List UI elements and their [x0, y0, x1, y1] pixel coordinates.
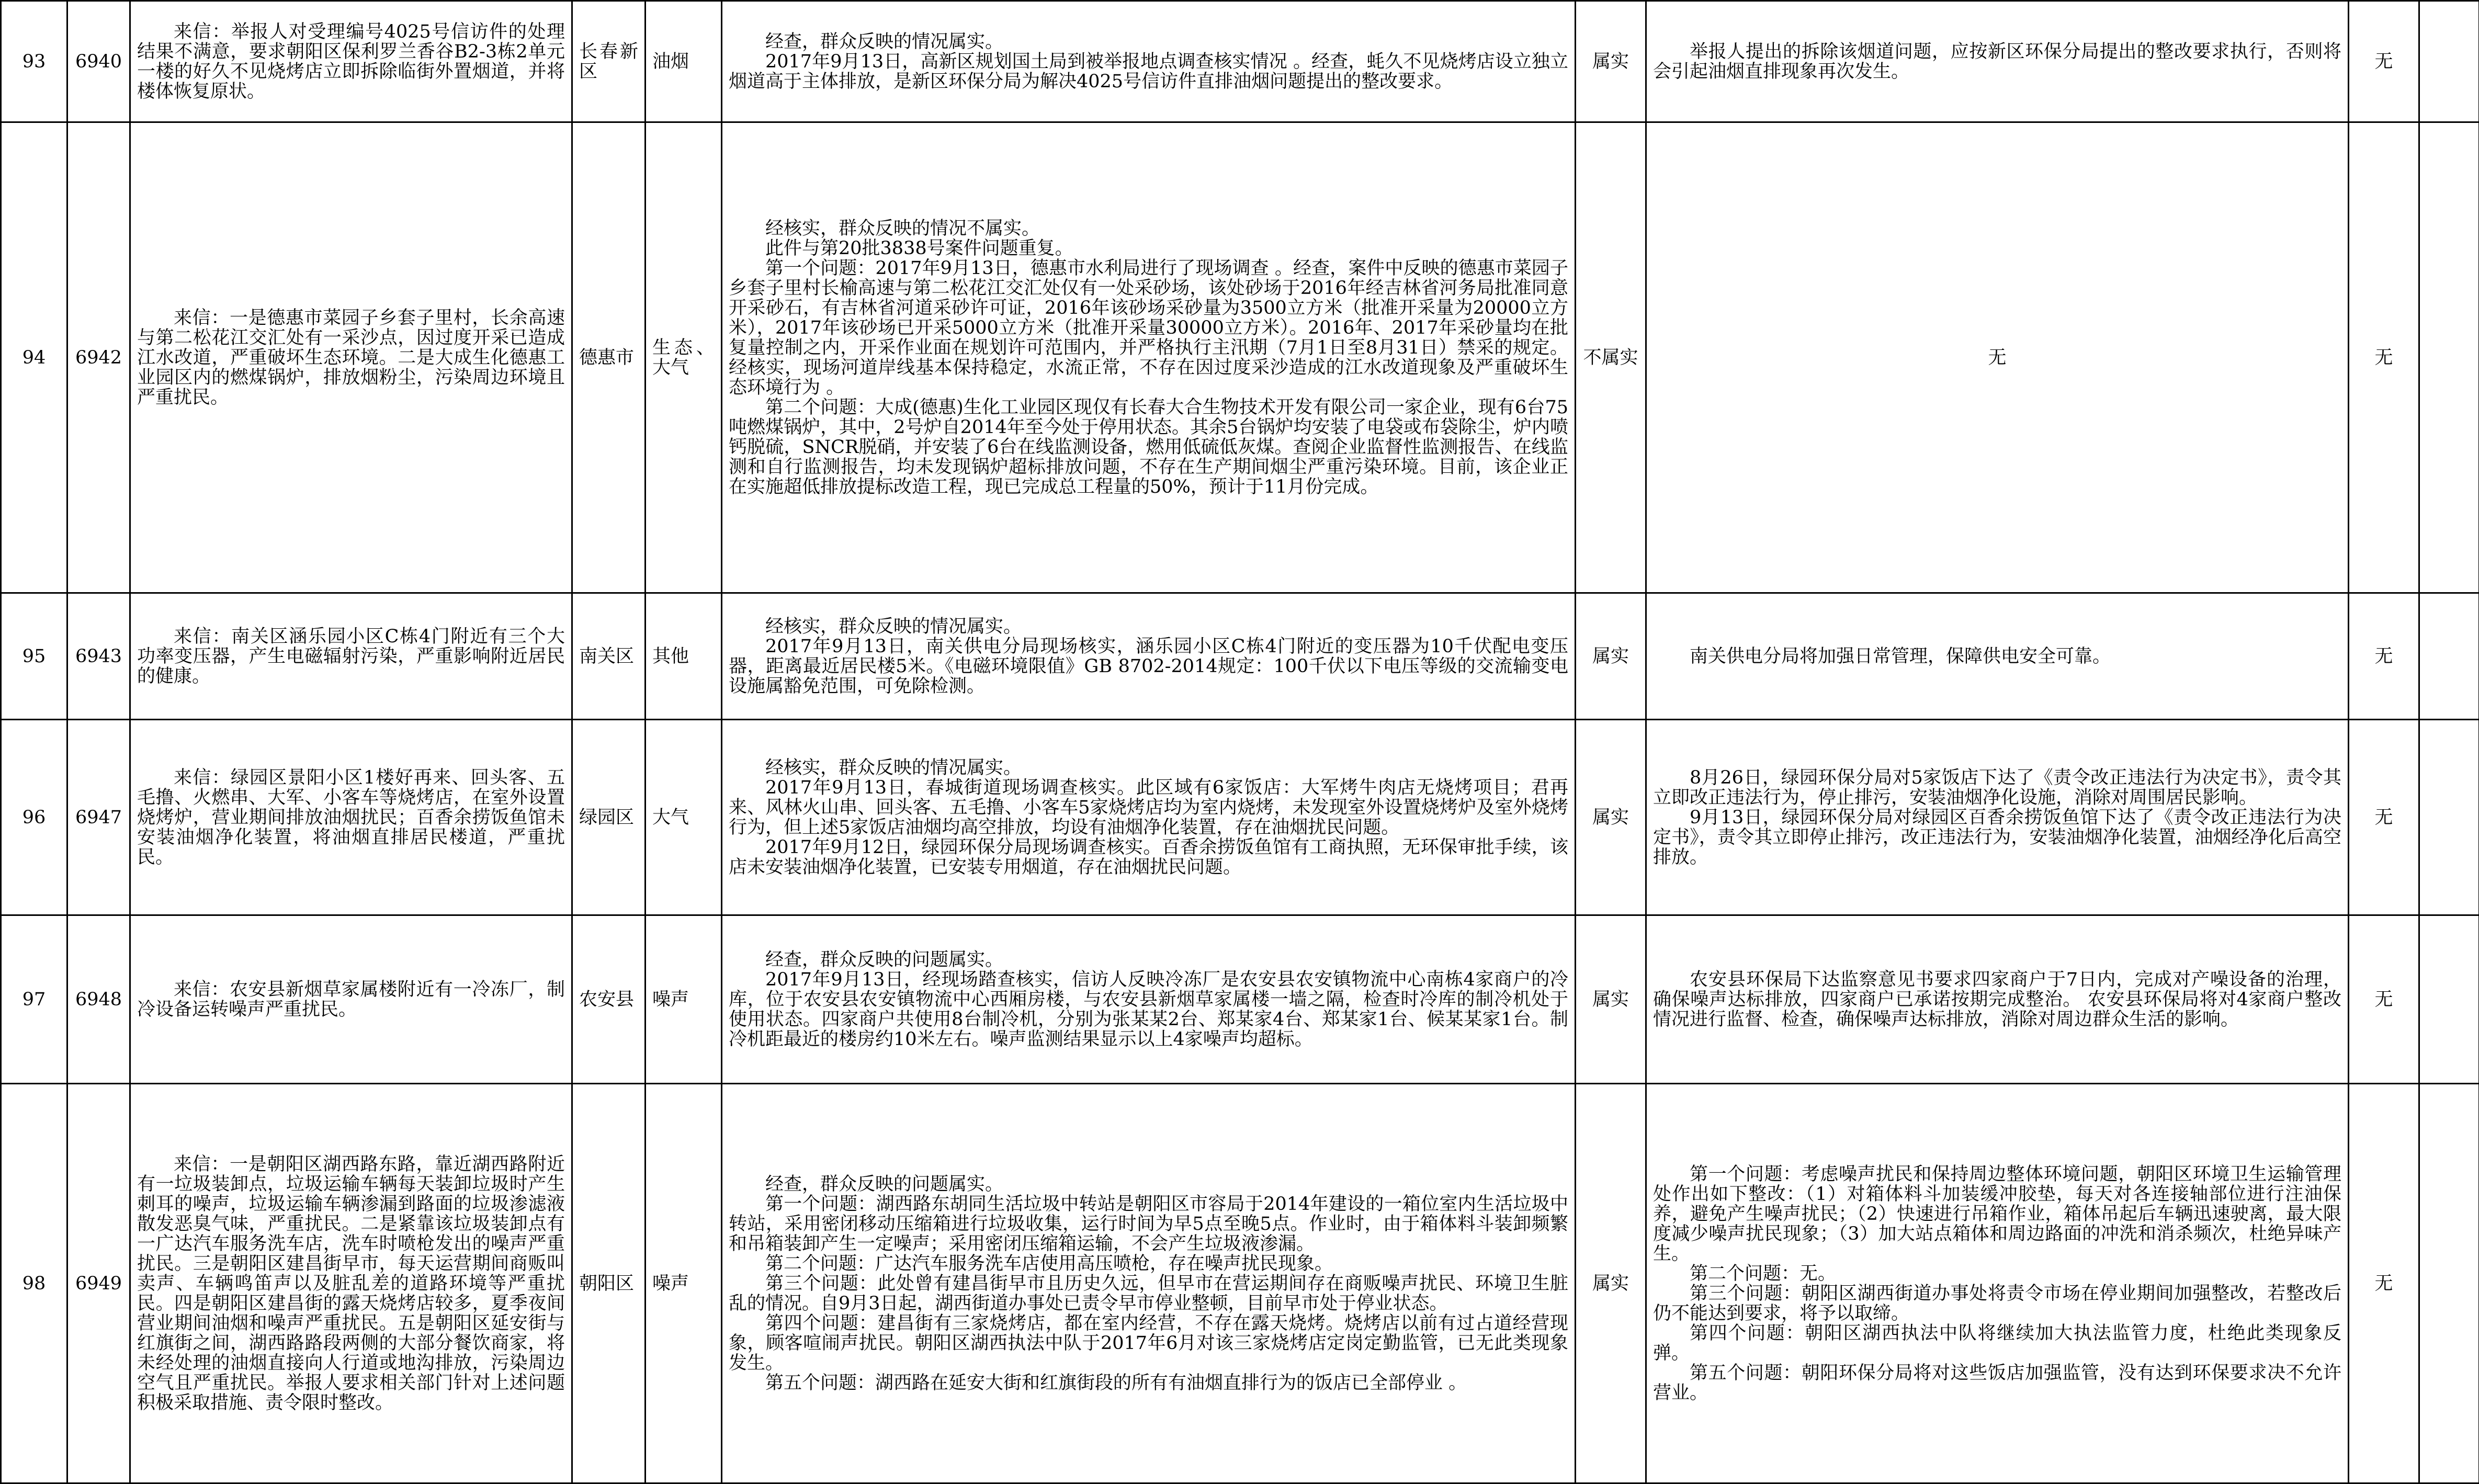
- region-cell: 德惠市: [572, 122, 646, 593]
- table-row: [1, 720, 2479, 915]
- accountability-cell: 无: [2349, 122, 2419, 593]
- verdict-cell: 不属实: [1576, 122, 1646, 593]
- complaint-cell: [130, 122, 572, 593]
- complaint-cell: [130, 720, 572, 915]
- accountability-cell: 无: [2349, 1084, 2419, 1483]
- note-cell: [2419, 915, 2479, 1084]
- region-cell: 农安县: [572, 915, 646, 1084]
- note-cell: [2419, 593, 2479, 720]
- findings-cell-paragraph: 经查，群众反映的情况属实。: [729, 32, 1568, 52]
- handling-cell-paragraph: 8月26日，绿园环保分局对5家饭店下达了《责令改正违法行为决定书》，责令其立即改正违法行为，停止排污，安装油烟净化设施，消除对周围居民影响。: [1653, 768, 2341, 808]
- seq-cell: 96: [1, 720, 67, 915]
- handling-cell-paragraph: 第五个问题：朝阳环保分局将对这些饭店加强监管，没有达到环保要求决不允许营业。: [1653, 1363, 2341, 1403]
- findings-cell-paragraph: 第四个问题：建昌街有三家烧烤店，都在室内经营，不存在露天烧烤。烧烤店以前有过占道经营现象，顾客喧闹声扰民。朝阳区湖西执法中队于2017年6月对该三家烧烤店定岗定勤监管，已无此类现象发生。: [729, 1313, 1568, 1373]
- findings-cell-paragraph: 第二个问题：大成(德惠)生化工业园区现仅有长春大合生物技术开发有限公司一家企业，现有6台75吨燃煤锅炉，其中，2号炉自2014年至今处于停用状态。其余5台锅炉均安装了电袋或布袋除尘，炉内喷钙脱硫，SNCR脱硝，并安装了6台在线监测设备，燃用低硫低灰煤。查阅企业监督性监测报告、在线监测和自行监测报告，均未发现锅炉超标排放问题，不存在生产期间烟尘严重污染环境。目前，该企业正在实施超低排放提标改造工程，现已完成总工程量的50%，预计于11月份完成。: [729, 398, 1568, 497]
- complaint-cell: [130, 593, 572, 720]
- handling-cell: [1646, 915, 2349, 1084]
- category-cell: 其他: [646, 593, 722, 720]
- category-cell: 油烟: [646, 1, 722, 122]
- case-id-cell: 6947: [67, 720, 130, 915]
- category-cell: 生态、大气: [646, 122, 722, 593]
- handling-cell-paragraph: 第三个问题：朝阳区湖西街道办事处将责令市场在停业期间加强整改，若整改后仍不能达到要求，将予以取缔。: [1653, 1284, 2341, 1323]
- verdict-cell: 属实: [1576, 915, 1646, 1084]
- findings-cell-paragraph: 2017年9月12日，绿园环保分局现场调查核实。百香余捞饭鱼馆有工商执照，无环保审批手续，该店未安装油烟净化装置，已安装专用烟道，存在油烟扰民问题。: [729, 837, 1568, 877]
- region-cell: 南关区: [572, 593, 646, 720]
- note-cell: [2419, 720, 2479, 915]
- verdict-cell: 属实: [1576, 720, 1646, 915]
- handling-cell: 无: [1646, 122, 2349, 593]
- accountability-cell: 无: [2349, 915, 2419, 1084]
- findings-cell-paragraph: 经核实，群众反映的情况属实。: [729, 758, 1568, 778]
- handling-cell-paragraph: 南关供电分局将加强日常管理，保障供电安全可靠。: [1653, 647, 2341, 666]
- complaint-cell: [130, 915, 572, 1084]
- verdict-cell: 属实: [1576, 1, 1646, 122]
- table-row: [1, 915, 2479, 1084]
- verdict-cell: 属实: [1576, 1084, 1646, 1483]
- findings-cell-paragraph: 2017年9月13日，经现场踏查核实，信访人反映冷冻厂是农安县农安镇物流中心南栋4家商户的冷库，位于农安县农安镇物流中心西厢房楼，与农安县新烟草家属楼一墙之隔，检查时冷库的制冷机处于使用状态。四家商户共使用8台制冷机，分别为张某某2台、郑某家4台、郑某家1台、候某某家1台。制冷机距最近的楼房约10米左右。噪声监测结果显示以上4家噪声均超标。: [729, 970, 1568, 1049]
- findings-cell-paragraph: 第一个问题：湖西路东胡同生活垃圾中转站是朝阳区市容局于2014年建设的一箱位室内生活垃圾中转站，采用密闭移动压缩箱进行垃圾收集，运行时间为早5点至晚5点。作业时，由于箱体料斗装卸频繁和吊箱装卸产生一定噪声；采用密闭压缩箱运输，不会产生垃圾液渗漏。: [729, 1194, 1568, 1254]
- findings-cell-paragraph: 第三个问题：此处曾有建昌街早市且历史久远，但早市在营运期间存在商贩噪声扰民、环境卫生脏乱的情况。自9月3日起，湖西街道办事处已责令早市停业整顿，目前早市处于停业状态。: [729, 1274, 1568, 1313]
- note-cell: [2419, 1, 2479, 122]
- region-cell: 朝阳区: [572, 1084, 646, 1483]
- findings-cell: [722, 915, 1576, 1084]
- findings-cell-paragraph: 经核实，群众反映的情况属实。: [729, 617, 1568, 637]
- verdict-cell: 属实: [1576, 593, 1646, 720]
- findings-cell: [722, 122, 1576, 593]
- findings-cell-paragraph: 经查，群众反映的问题属实。: [729, 950, 1568, 970]
- case-id-cell: 6948: [67, 915, 130, 1084]
- handling-cell: [1646, 593, 2349, 720]
- findings-cell: [722, 593, 1576, 720]
- handling-cell: [1646, 720, 2349, 915]
- accountability-cell: 无: [2349, 720, 2419, 915]
- table-row: [1, 593, 2479, 720]
- category-cell: 噪声: [646, 915, 722, 1084]
- findings-cell: [722, 1, 1576, 122]
- table-row: [1, 1, 2479, 122]
- accountability-cell: 无: [2349, 593, 2419, 720]
- seq-cell: 95: [1, 593, 67, 720]
- note-cell: [2419, 122, 2479, 593]
- complaint-cell-paragraph: 来信：一是朝阳区湖西路东路，靠近湖西路附近有一垃圾装卸点，垃圾运输车辆每天装卸垃圾时产生刺耳的噪声，垃圾运输车辆渗漏到路面的垃圾渗滤液散发恶臭气味，严重扰民。二是紧靠该垃圾装卸点有一广达汽车服务洗车店，洗车时喷枪发出的噪声严重扰民。三是朝阳区建昌街早市，每天运营期间商贩叫卖声、车辆鸣笛声以及脏乱差的道路环境等严重扰民。四是朝阳区建昌街的露天烧烤店较多，夏季夜间营业期间油烟和噪声严重扰民。五是朝阳区延安街与红旗街之间，湖西路路段两侧的大部分餐饮商家，将未经处理的油烟直接向人行道或地沟排放，污染周边空气且严重扰民。举报人要求相关部门针对上述问题积极采取措施、责令限时整改。: [137, 1154, 565, 1413]
- seq-cell: 94: [1, 122, 67, 593]
- seq-cell: 93: [1, 1, 67, 122]
- findings-cell-paragraph: 此件与第20批3838号案件问题重复。: [729, 239, 1568, 258]
- seq-cell: 97: [1, 915, 67, 1084]
- findings-cell-paragraph: 2017年9月13日，南关供电分局现场核实，涵乐园小区C栋4门附近的变压器为10千伏配电变压器，距离最近居民楼5米。《电磁环境限值》GB 8702-2014规定：100千伏以下电压等级的交流输变电设施属豁免范围，可免除检测。: [729, 637, 1568, 696]
- complaint-cell-paragraph: 来信：一是德惠市菜园子乡套子里村，长余高速与第二松花江交汇处有一采沙点，因过度开采已造成江水改道，严重破坏生态环境。二是大成生化德惠工业园区内的燃煤锅炉，排放烟粉尘，污染周边环境且严重扰民。: [137, 308, 565, 407]
- findings-cell-paragraph: 经查，群众反映的问题属实。: [729, 1174, 1568, 1194]
- case-id-cell: 6940: [67, 1, 130, 122]
- seq-cell: 98: [1, 1084, 67, 1483]
- findings-cell-paragraph: 第一个问题：2017年9月13日，德惠市水利局进行了现场调查 。经查，案件中反映的德惠市菜园子乡套子里村长榆高速与第二松花江交汇处仅有一处采砂场，该处砂场于2016年经吉林省河务局批准同意开采砂石，有吉林省河道采砂许可证，2016年该砂场采砂量为3500立方米（批准开采量为20000立方米），2017年该砂场已开采5000立方米（批准开采量30000立方米）。2016年、2017年采砂量均在批复量控制之内，开采作业面在规划许可范围内，并严格执行主汛期（7月1日至8月31日）禁采的规定。经核实，现场河道岸线基本保持稳定，水流正常，不存在因过度采沙造成的江水改道现象及严重破坏生态环境行为 。: [729, 258, 1568, 398]
- category-cell: 大气: [646, 720, 722, 915]
- category-cell: 噪声: [646, 1084, 722, 1483]
- handling-cell-paragraph: 第二个问题：无。: [1653, 1264, 2341, 1284]
- handling-cell-paragraph: 第四个问题：朝阳区湖西执法中队将继续加大执法监管力度，杜绝此类现象反弹。: [1653, 1323, 2341, 1363]
- accountability-cell: 无: [2349, 1, 2419, 122]
- findings-cell-paragraph: 经核实，群众反映的情况不属实。: [729, 219, 1568, 239]
- complaint-cell: [130, 1, 572, 122]
- handling-cell: [1646, 1, 2349, 122]
- complaint-cell-paragraph: 来信：南关区涵乐园小区C栋4门附近有三个大功率变压器，产生电磁辐射污染，严重影响附近居民的健康。: [137, 627, 565, 686]
- findings-cell-paragraph: 第二个问题：广达汽车服务洗车店使用高压喷枪，存在噪声扰民现象。: [729, 1254, 1568, 1274]
- handling-cell-paragraph: 农安县环保局下达监察意见书要求四家商户于7日内，完成对产噪设备的治理，确保噪声达标排放，四家商户已承诺按期完成整治。 农安县环保局将对4家商户整改情况进行监督、检查，确保噪声达标排放，消除对周边群众生活的影响。: [1653, 970, 2341, 1029]
- table-row: [1, 122, 2479, 593]
- handling-cell-paragraph: 第一个问题：考虑噪声扰民和保持周边整体环境问题，朝阳区环境卫生运输管理处作出如下整改：（1）对箱体料斗加装缓冲胶垫，每天对各连接轴部位进行注油保养，避免产生噪声扰民；（2）快速进行吊箱作业，箱体吊起后车辆迅速驶离，最大限度减少噪声扰民现象；（3）加大站点箱体和周边路面的冲洗和消杀频次，杜绝异味产生。: [1653, 1164, 2341, 1264]
- note-cell: [2419, 1084, 2479, 1483]
- findings-cell-paragraph: 2017年9月13日，高新区规划国土局到被举报地点调查核实情况 。经查，蚝久不见烧烤店设立独立烟道高于主体排放，是新区环保分局为解决4025号信访件直排油烟问题提出的整改要求。: [729, 52, 1568, 92]
- complaint-cell-paragraph: 来信：举报人对受理编号4025号信访件的处理结果不满意，要求朝阳区保利罗兰香谷B2-3栋2单元一楼的好久不见烧烤店立即拆除临街外置烟道，并将楼体恢复原状。: [137, 22, 565, 101]
- case-id-cell: 6949: [67, 1084, 130, 1483]
- table-row: [1, 1084, 2479, 1483]
- handling-cell-paragraph: 9月13日，绿园环保分局对绿园区百香余捞饭鱼馆下达了《责令改正违法行为决定书》，责令其立即停止排污，改正违法行为，安装油烟净化装置，油烟经净化后高空排放。: [1653, 808, 2341, 867]
- complaint-cell: [130, 1084, 572, 1483]
- case-id-cell: 6943: [67, 593, 130, 720]
- findings-cell: [722, 1084, 1576, 1483]
- findings-cell-paragraph: 2017年9月13日，春城街道现场调查核实。此区域有6家饭店：大军烤牛肉店无烧烤项目；君再来、风林火山串、回头客、五毛撸、小客车5家烧烤店均为室内烧烤，未发现室外设置烧烤炉及室外烧烤行为，但上述5家饭店油烟均高空排放，均设有油烟净化装置，存在油烟扰民问题。: [729, 778, 1568, 837]
- region-cell: 长春新区: [572, 1, 646, 122]
- handling-cell: [1646, 1084, 2349, 1483]
- complaint-cell-paragraph: 来信：农安县新烟草家属楼附近有一冷冻厂，制冷设备运转噪声严重扰民。: [137, 980, 565, 1019]
- region-cell: 绿园区: [572, 720, 646, 915]
- findings-cell-paragraph: 第五个问题：湖西路在延安大街和红旗街段的所有有油烟直排行为的饭店已全部停业 。: [729, 1373, 1568, 1393]
- complaint-cell-paragraph: 来信：绿园区景阳小区1楼好再来、回头客、五毛撸、火燃串、大军、小客车等烧烤店，在室外设置烧烤炉，营业期间排放油烟扰民；百香余捞饭鱼馆未安装油烟净化装置，将油烟直排居民楼道，严重扰民。: [137, 768, 565, 867]
- handling-cell-paragraph: 举报人提出的拆除该烟道问题，应按新区环保分局提出的整改要求执行，否则将会引起油烟直排现象再次发生。: [1653, 42, 2341, 82]
- findings-cell: [722, 720, 1576, 915]
- case-id-cell: 6942: [67, 122, 130, 593]
